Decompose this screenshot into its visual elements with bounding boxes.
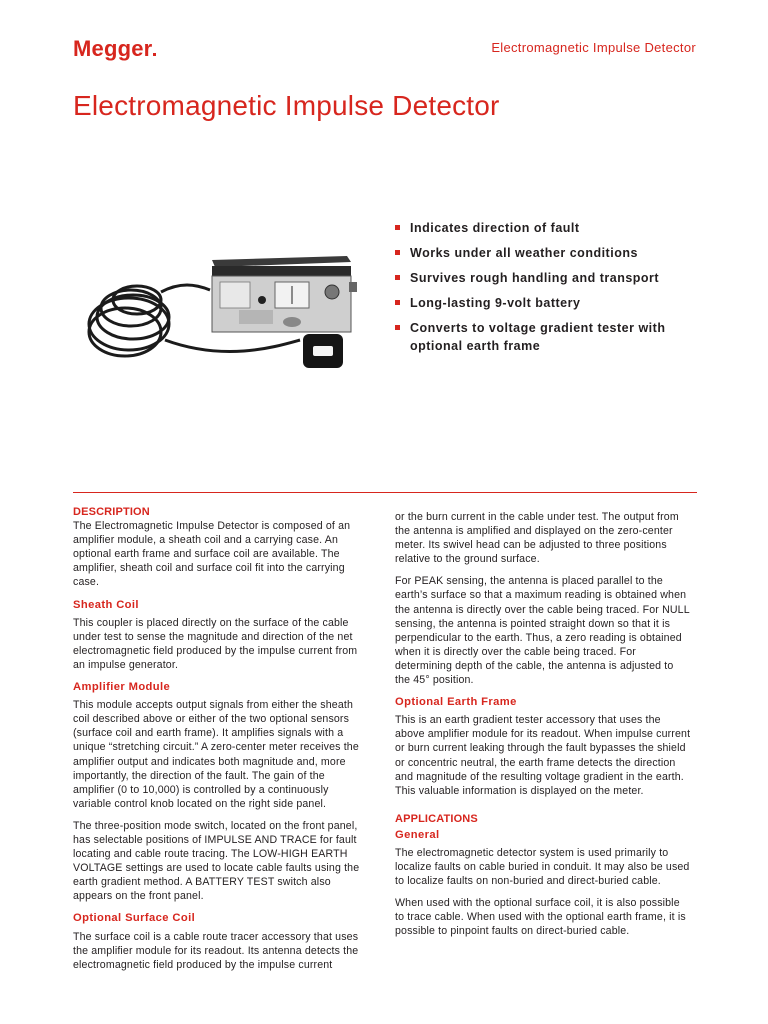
general-text: The electromagnetic detector system is used primarily to localize faults on cable buried in conduit. It may also be used to localize faults on non-buried and direct-buried cable.	[395, 846, 690, 888]
amplifier-box	[212, 256, 357, 332]
bullet-icon	[395, 275, 400, 280]
earth-frame-heading: Optional Earth Frame	[395, 696, 517, 709]
feature-text: Survives rough handling and transport	[410, 271, 660, 285]
surface-coil-continued: or the burn current in the cable under test. The output from the antenna is amplified and displayed on the zero-center meter. Its swivel head can be adjusted to three positions relative to the ground surface.	[395, 511, 679, 566]
peak-null-text: For PEAK sensing, the antenna is placed parallel to the earth’s surface so that a maximum reading is obtained when the antenna is directly over the cable being traced. For NULL sensing, the antenna is pointed straight down so that it is perpendicular to the earth. Thus, a zero reading is obtained when it is directly over the cable being traced. For determining depth of the cable, the antenna is adjusted to the 45° position.	[395, 575, 690, 687]
description-text: The Electromagnetic Impulse Detector is composed of an amplifier module, a sheath coil and a carrying case. An optional earth frame and surface coil are available. The amplifier, sheath coil and surface coil fit into the carrying case.	[73, 520, 351, 589]
mode-switch-text: The three-position mode switch, located on the front panel, has selectable positions of IMPULSE AND TRACE for fault locating and cable route tracing. The LOW-HIGH EARTH VOLTAGE settings are used to locate cable faults using the earth gradient method. A BATTERY TEST switch also appears on the front panel.	[73, 819, 360, 903]
bullet-icon	[395, 225, 400, 230]
feature-list	[395, 219, 695, 362]
header-title: Electromagnetic Impulse Detector	[491, 40, 696, 55]
page-title: Electromagnetic Impulse Detector	[73, 90, 500, 121]
feature-item	[395, 244, 695, 262]
trace-text: When used with the optional surface coil, it is also possible to trace cable. When used with the optional earth frame, it is possible to pinpoint faults on direct-buried cable.	[395, 897, 686, 938]
product-photo	[85, 212, 375, 392]
surface-coil-text: The surface coil is a cable route tracer accessory that uses the amplifier module for its readout. Its antenna detects the electromagnetic field produced by the impulse current	[73, 930, 359, 971]
feature-item	[395, 294, 695, 312]
right-column	[395, 510, 691, 947]
sheath-coil-heading: Sheath Coil	[73, 598, 139, 611]
feature-text: Indicates direction of fault	[410, 221, 580, 235]
feature-item	[395, 269, 695, 287]
amplifier-heading: Amplifier Module	[73, 681, 171, 694]
bullet-icon	[395, 250, 400, 255]
amplifier-text: This module accepts output signals from either the sheath coil described above or either of the two optional sensors (surface coil and earth frame). It amplifies signals with a unique “stretching circuit.” A zero-center meter receives the amplifier output and indicates both magnitude and, more importantly, the direction of the fault. The gain of the amplifier (0 to 10,000) is controlled by a continuously variable control knob located on the right side panel.	[73, 699, 359, 810]
section-divider	[73, 492, 697, 493]
logo-dot	[153, 53, 156, 56]
feature-item	[395, 319, 695, 355]
general-heading: General	[395, 828, 440, 841]
feature-text: Converts to voltage gradient tester with optional earth frame	[410, 321, 666, 353]
logo-text: Megger	[73, 36, 153, 61]
feature-text: Works under all weather conditions	[410, 246, 638, 260]
feature-text: Long-lasting 9-volt battery	[410, 296, 581, 310]
bullet-icon	[395, 300, 400, 305]
applications-heading: APPLICATIONS	[395, 812, 478, 825]
left-column	[73, 505, 369, 980]
description-heading: DESCRIPTION	[73, 506, 150, 518]
surface-coil-heading: Optional Surface Coil	[73, 912, 196, 925]
sheath-coil	[303, 334, 343, 368]
megger-logo	[73, 36, 156, 62]
feature-item	[395, 219, 695, 237]
earth-frame-text: This is an earth gradient tester accessory that uses the above amplifier module for its readout. When impulse current or burn current leaking through the fault bypasses the shield or concentric neutral, the earth frame detects the direction and magnitude of the resulting voltage gradient in the earth. This valuable information is displayed on the meter.	[395, 714, 691, 797]
bullet-icon	[395, 325, 400, 330]
sheath-coil-text: This coupler is placed directly on the surface of the cable under test to sense the magnitude and direction of the net electromagnetic field produced by the impulse current from an impulse generator.	[73, 616, 358, 671]
